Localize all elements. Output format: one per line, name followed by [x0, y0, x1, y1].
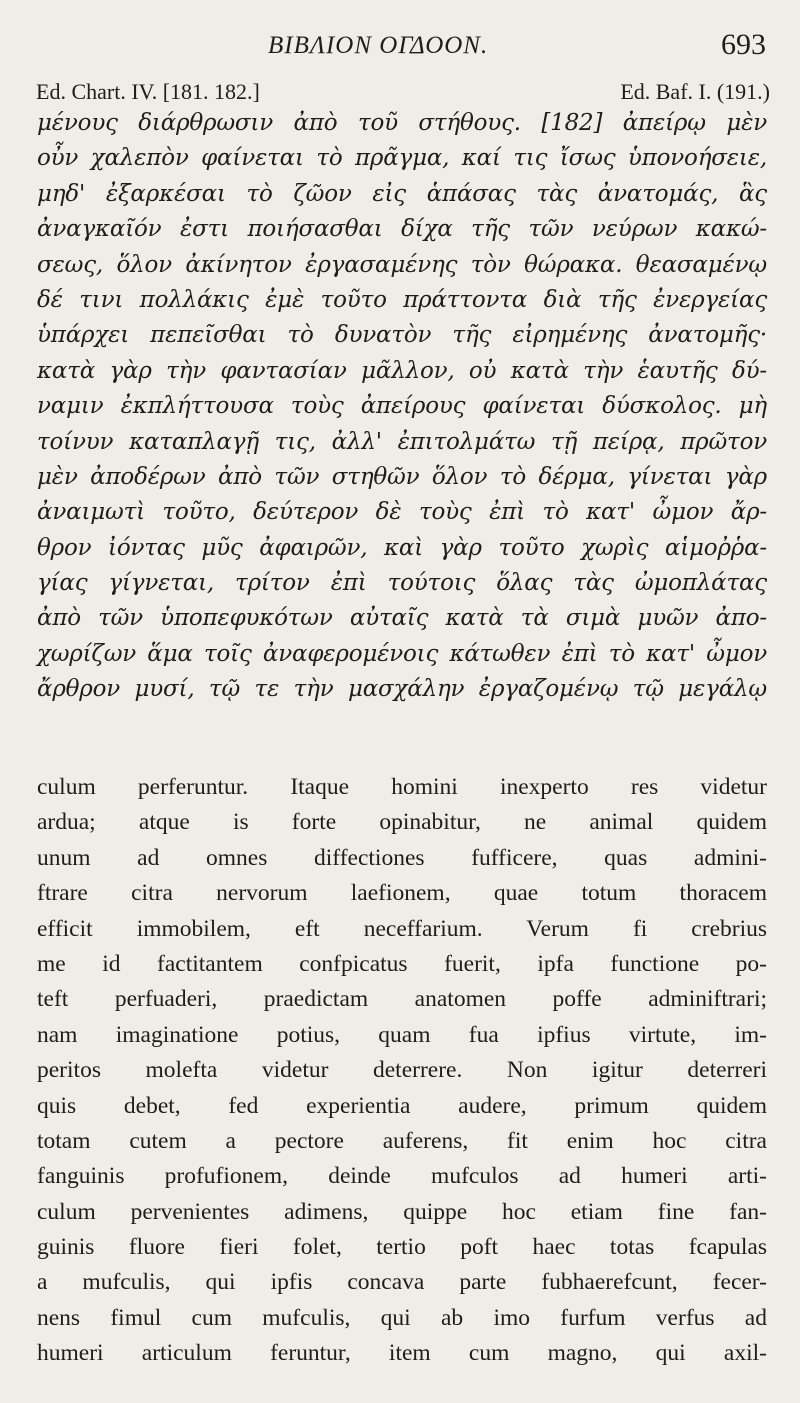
latin-text-line: nam imaginatione potius, quam fua ipfius virtute, im-: [37, 1021, 767, 1048]
latin-text-line: culum perferuntur. Itaque homini inexperto res videtur: [37, 774, 767, 800]
greek-text-line: ἀναγκαῖόν ἐστι ποιήσασθαι δίχα τῆς τῶν νεύρων κακώ-: [37, 216, 767, 243]
latin-text-line: quis debet, fed experientia audere, primum quidem: [37, 1092, 767, 1119]
latin-text-line: unum ad omnes diffectiones fufficere, quas admini-: [37, 844, 767, 871]
edition-line: [36, 79, 770, 109]
greek-text-line: ἀναιμωτὶ τοῦτο, δεύτερον δὲ τοὺς ἐπὶ τὸ κατ' ὦμον ἄρ-: [37, 499, 767, 526]
latin-text-line: nens fimul cum mufculis, qui ab imo furfum verfus ad: [37, 1304, 767, 1331]
show-through-middle: [37, 715, 767, 739]
greek-text-line: κατὰ γὰρ τὴν φαντασίαν μᾶλλον, οὐ κατὰ τὴν ἑαυτῆς δύ-: [37, 357, 767, 384]
greek-text-block: [37, 106, 767, 708]
greek-text-line: σεως, ὅλον ἀκίνητον ἐργασαμένης τὸν θώρακα. θεασαμένῳ: [37, 251, 767, 278]
latin-text-line: ardua; atque is forte opinabitur, ne animal quidem: [37, 809, 767, 836]
greek-text-line: γίας γίγνεται, τρίτον ἐπὶ τούτοις ὅλας τὰς ὠμοπλάτας: [37, 570, 767, 597]
greek-text-line: χωρίζων ἅμα τοῖς ἀναφερομένοις κάτωθεν ἐπὶ τὸ κατ' ὦμον: [37, 640, 767, 667]
greek-text-line: μένους διάρθρωσιν ἀπὸ τοῦ στήθους. [182] ἀπείρῳ μὲν: [37, 110, 767, 136]
page-header: [0, 28, 800, 62]
latin-text-line: totam cutem a pectore auferens, fit enim hoc citra: [37, 1127, 767, 1154]
latin-text-line: ftrare citra nervorum laefionem, quae totum thoracem: [37, 880, 767, 907]
greek-text-line: ὑπάρχει πεπεῖσθαι τὸ δυνατὸν τῆς εἰρημένης ἀνατομῆς·: [37, 322, 767, 349]
latin-text-line: efficit immobilem, eft neceffarium. Verum fi crebrius: [37, 915, 767, 942]
latin-text-line: a mufculis, qui ipfis concava parte fubhaerefcunt, fecer-: [37, 1269, 767, 1296]
greek-text-line: δέ τινι πολλάκις ἐμὲ τοῦτο πράττοντα διὰ τῆς ἐνεργείας: [37, 286, 767, 313]
latin-text-line: fanguinis profufionem, deinde mufculos ad humeri arti-: [37, 1163, 767, 1190]
latin-text-line: culum pervenientes adimens, quippe hoc etiam fine fan-: [37, 1198, 767, 1225]
latin-text-line: teft perfuaderi, praedictam anatomen poffe adminiftrari;: [37, 986, 767, 1013]
greek-text-line: ἀπὸ τῶν ὑποπεφυκότων αὐταῖς κατὰ τὰ σιμὰ μυῶν ἀπο-: [37, 605, 767, 632]
greek-text-line: μὲν ἀποδέρων ἀπὸ τῶν στηθῶν ὅλον τὸ δέρμα, γίνεται γὰρ: [37, 463, 767, 490]
greek-text-line: ναμιν ἐκπλήττουσα τοὺς ἀπείρους φαίνεται δύσκολος. μὴ: [37, 393, 767, 420]
greek-text-line: θρον ἰόντας μῦς ἀφαιρῶν, καὶ γὰρ τοῦτο χωρὶς αἱμοῤῥα-: [37, 534, 767, 561]
show-through-bottom: [37, 1378, 767, 1403]
greek-text-line: οὖν χαλεπὸν φαίνεται τὸ πρᾶγμα, καί τις ἴσως ὑπονοήσειε,: [37, 145, 767, 172]
latin-text-line: humeri articulum feruntur, item cum magno, qui axil-: [37, 1340, 767, 1367]
latin-text-line: peritos molefta videtur deterrere. Non igitur deterreri: [37, 1057, 767, 1084]
edition-basel: Ed. Baf. I. (191.): [620, 79, 770, 104]
greek-text-line: τοίνυν καταπλαγῇ τις, ἀλλ' ἐπιτολμάτω τῇ πείρᾳ, πρῶτον: [37, 428, 767, 455]
edition-chartier: Ed. Chart. IV. [181. 182.]: [36, 79, 260, 104]
latin-text-line: guinis fluore fieri folet, tertio poft haec totas fcapulas: [37, 1234, 767, 1261]
greek-text-line: ἄρθρον μυσί, τῷ τε τὴν μασχάλην ἐργαζομένῳ τῷ μεγάλῳ: [37, 676, 767, 703]
latin-text-block: [37, 770, 767, 1372]
greek-text-line: μηδ' ἐξαρκέσαι τὸ ζῶον εἰς ἁπάσας τὰς ἀνατομάς, ἃς: [37, 180, 767, 207]
running-title: ΒΙΒΛΙΟΝ ΟΓΔΟΟΝ.: [268, 32, 489, 59]
latin-text-line: me id factitantem confpicatus fuerit, ipfa functione po-: [37, 950, 767, 977]
page-number: 693: [721, 28, 766, 61]
